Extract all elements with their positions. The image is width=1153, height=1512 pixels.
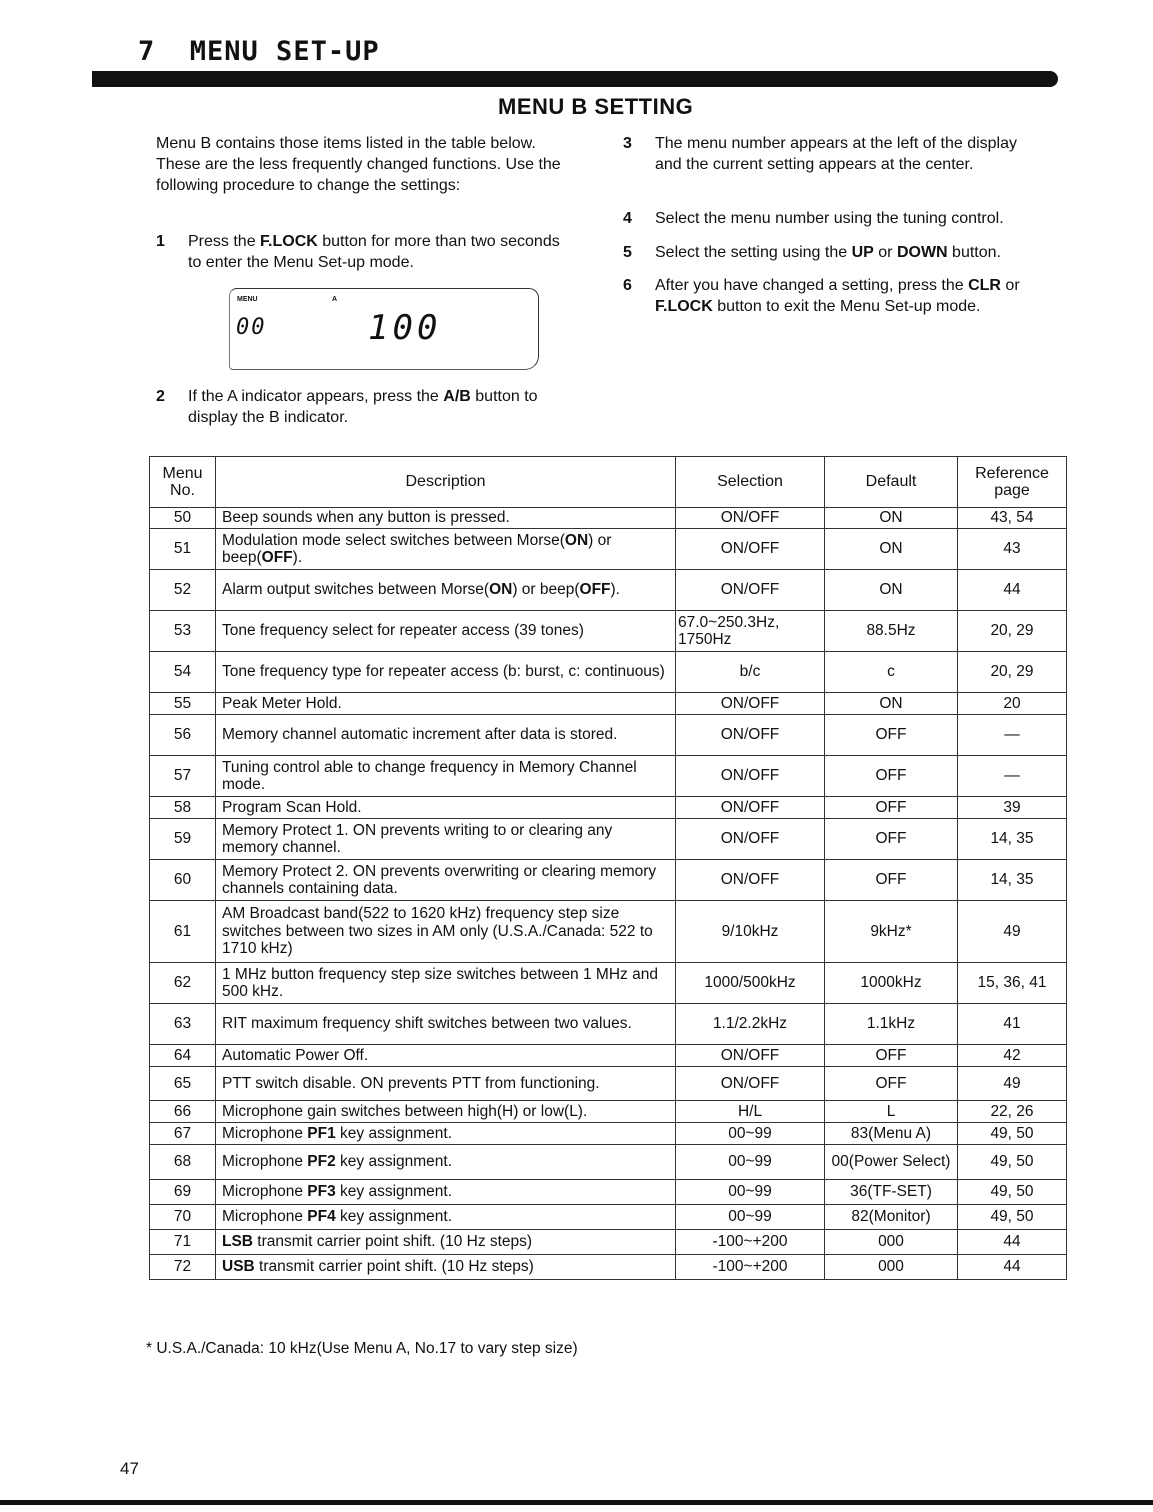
table-row <box>150 1255 1067 1280</box>
lcd-menu-number: 00 <box>236 315 267 340</box>
menu-number-cell: 63 <box>150 1004 216 1045</box>
table-row <box>150 693 1067 715</box>
bold-keyword: ON <box>564 531 589 549</box>
reference-page-cell: 49 <box>958 901 1067 963</box>
selection-cell: -100~+200 <box>676 1255 825 1280</box>
selection-cell: ON/OFF <box>676 715 825 756</box>
section-title: MENU B SETTING <box>498 94 694 119</box>
description-cell: Beep sounds when any button is pressed. <box>216 508 676 529</box>
reference-page-cell: 15, 36, 41 <box>958 963 1067 1004</box>
bold-keyword: PF4 <box>307 1208 336 1226</box>
step-number: 3 <box>623 135 632 152</box>
menu-number-cell: 56 <box>150 715 216 756</box>
step-number: 5 <box>623 244 632 261</box>
step-text: The menu number appears at the left of the display and the current setting appears at the center. <box>655 135 1017 173</box>
bold-keyword: PF3 <box>307 1183 336 1201</box>
table-row <box>150 652 1067 693</box>
default-cell: L <box>825 1101 958 1123</box>
bold-keyword: OFF <box>579 581 611 599</box>
table-row <box>150 1045 1067 1067</box>
menu-number-cell: 62 <box>150 963 216 1004</box>
default-cell: OFF <box>825 797 958 819</box>
default-cell: 88.5Hz <box>825 611 958 652</box>
default-cell: OFF <box>825 1067 958 1101</box>
menu-number-cell: 71 <box>150 1230 216 1255</box>
bold-keyword: PF2 <box>307 1153 336 1171</box>
reference-page-cell: 39 <box>958 797 1067 819</box>
menu-number-cell: 50 <box>150 508 216 529</box>
menu-number-cell: 68 <box>150 1145 216 1180</box>
menu-number-cell: 59 <box>150 819 216 860</box>
description-cell: RIT maximum frequency shift switches between two values. <box>216 1004 676 1045</box>
bold-keyword: USB <box>222 1258 255 1276</box>
description-cell: 1 MHz button frequency step size switches between 1 MHz and 500 kHz. <box>216 963 676 1004</box>
step-number: 4 <box>623 210 632 227</box>
reference-page-cell: 20 <box>958 693 1067 715</box>
button-name: A/B <box>443 388 471 405</box>
description-cell: Microphone PF3 key assignment. <box>216 1180 676 1205</box>
default-cell: OFF <box>825 860 958 901</box>
table-row <box>150 901 1067 963</box>
selection-cell: 00~99 <box>676 1123 825 1145</box>
table-row <box>150 963 1067 1004</box>
selection-cell: ON/OFF <box>676 1067 825 1101</box>
lcd-setting-value: 100 <box>368 308 442 348</box>
table-row <box>150 529 1067 570</box>
bold-keyword: PF1 <box>307 1124 336 1142</box>
default-cell: OFF <box>825 756 958 797</box>
reference-page-cell: 44 <box>958 570 1067 611</box>
selection-cell: ON/OFF <box>676 860 825 901</box>
default-cell: 9kHz* <box>825 901 958 963</box>
default-cell: 000 <box>825 1230 958 1255</box>
reference-page-cell: 49, 50 <box>958 1205 1067 1230</box>
step-2 <box>156 386 576 430</box>
reference-page-cell: 49 <box>958 1067 1067 1101</box>
default-cell: OFF <box>825 715 958 756</box>
header-description: Description <box>216 457 676 508</box>
intro-paragraph: Menu B contains those items listed in the table below. These are the less frequently changed functions. Use the following procedure to change the settings: <box>156 135 561 194</box>
default-cell: ON <box>825 508 958 529</box>
step-6 <box>623 275 1053 319</box>
description-cell: PTT switch disable. ON prevents PTT from functioning. <box>216 1067 676 1101</box>
selection-cell: 67.0~250.3Hz, 1750Hz <box>676 611 825 652</box>
table-row <box>150 1123 1067 1145</box>
lcd-display-illustration <box>229 288 539 370</box>
default-cell: OFF <box>825 819 958 860</box>
menu-number-cell: 51 <box>150 529 216 570</box>
table-row <box>150 508 1067 529</box>
selection-cell: ON/OFF <box>676 756 825 797</box>
selection-cell: H/L <box>676 1101 825 1123</box>
description-cell: Alarm output switches between Morse(ON) or beep(OFF). <box>216 570 676 611</box>
page-number: 47 <box>120 1459 139 1478</box>
step-number: 2 <box>156 388 165 405</box>
header-default: Default <box>825 457 958 508</box>
table-row <box>150 1101 1067 1123</box>
table-row <box>150 1180 1067 1205</box>
step-text: Select the menu number using the tuning control. <box>655 210 1004 227</box>
lcd-menu-label: MENU <box>237 296 258 303</box>
selection-cell: -100~+200 <box>676 1230 825 1255</box>
menu-number-cell: 70 <box>150 1205 216 1230</box>
default-cell: 1000kHz <box>825 963 958 1004</box>
bold-keyword: ON <box>489 581 513 599</box>
table-row <box>150 1145 1067 1180</box>
reference-page-cell: 49, 50 <box>958 1180 1067 1205</box>
step-text: If the A indicator appears, press the <box>188 388 444 405</box>
selection-cell: 1000/500kHz <box>676 963 825 1004</box>
table-row <box>150 1067 1067 1101</box>
menu-number-cell: 61 <box>150 901 216 963</box>
menu-number-cell: 72 <box>150 1255 216 1280</box>
reference-page-cell: 44 <box>958 1230 1067 1255</box>
reference-page-cell: 14, 35 <box>958 819 1067 860</box>
table-row <box>150 1230 1067 1255</box>
menu-number-cell: 65 <box>150 1067 216 1101</box>
menu-number-cell: 54 <box>150 652 216 693</box>
button-name: CLR <box>968 277 1001 294</box>
chapter-number: 7 <box>138 36 156 67</box>
description-cell: Memory Protect 1. ON prevents writing to or clearing any memory channel. <box>216 819 676 860</box>
button-name: F.LOCK <box>260 233 318 250</box>
header-reference-page: Reference page <box>958 457 1067 508</box>
table-row <box>150 1004 1067 1045</box>
description-cell: Peak Meter Hold. <box>216 693 676 715</box>
step-text: button. <box>947 244 1001 261</box>
header-menu-no: Menu No. <box>150 457 216 508</box>
table-header-row <box>150 457 1067 508</box>
description-cell: Tone frequency select for repeater access (39 tones) <box>216 611 676 652</box>
step-text: Press the <box>188 233 261 250</box>
step-3 <box>623 133 1033 199</box>
description-cell: Tuning control able to change frequency in Memory Channel mode. <box>216 756 676 797</box>
description-cell: Memory channel automatic increment after data is stored. <box>216 715 676 756</box>
description-cell: Memory Protect 2. ON prevents overwriting or clearing memory channels containing data. <box>216 860 676 901</box>
step-text: button for more than two seconds to enter the Menu Set-up mode. <box>188 233 560 271</box>
chapter-rule <box>92 71 1058 87</box>
default-cell: 36(TF-SET) <box>825 1180 958 1205</box>
lcd-a-indicator: A <box>332 296 338 303</box>
description-cell: Program Scan Hold. <box>216 797 676 819</box>
selection-cell: 1.1/2.2kHz <box>676 1004 825 1045</box>
bottom-rule <box>0 1500 1153 1505</box>
step-number: 1 <box>156 233 165 250</box>
header-selection: Selection <box>676 457 825 508</box>
reference-page-cell: 41 <box>958 1004 1067 1045</box>
reference-page-cell: 42 <box>958 1045 1067 1067</box>
table-row <box>150 715 1067 756</box>
reference-page-cell: 20, 29 <box>958 611 1067 652</box>
menu-number-cell: 67 <box>150 1123 216 1145</box>
bold-keyword: OFF <box>261 549 293 566</box>
default-cell: OFF <box>825 1045 958 1067</box>
description-cell: Automatic Power Off. <box>216 1045 676 1067</box>
selection-cell: ON/OFF <box>676 508 825 529</box>
selection-cell: ON/OFF <box>676 570 825 611</box>
step-text: After you have changed a setting, press the <box>655 277 969 294</box>
reference-page-cell: 49, 50 <box>958 1123 1067 1145</box>
default-cell: 83(Menu A) <box>825 1123 958 1145</box>
reference-page-cell: 43, 54 <box>958 508 1067 529</box>
menu-b-table <box>149 456 1067 1280</box>
description-cell: USB transmit carrier point shift. (10 Hz steps) <box>216 1255 676 1280</box>
table-body <box>150 508 1067 1280</box>
description-cell: LSB transmit carrier point shift. (10 Hz steps) <box>216 1230 676 1255</box>
reference-page-cell: 43 <box>958 529 1067 570</box>
selection-cell: ON/OFF <box>676 1045 825 1067</box>
reference-page-cell: 22, 26 <box>958 1101 1067 1123</box>
chapter-heading <box>138 36 380 67</box>
description-cell: Tone frequency type for repeater access (b: burst, c: continuous) <box>216 652 676 693</box>
default-cell: ON <box>825 529 958 570</box>
menu-number-cell: 58 <box>150 797 216 819</box>
bold-keyword: LSB <box>222 1233 253 1251</box>
selection-cell: ON/OFF <box>676 819 825 860</box>
selection-cell: b/c <box>676 652 825 693</box>
selection-cell: ON/OFF <box>676 529 825 570</box>
selection-cell: ON/OFF <box>676 693 825 715</box>
step-1 <box>156 231 576 275</box>
description-cell: Microphone PF1 key assignment. <box>216 1123 676 1145</box>
menu-number-cell: 60 <box>150 860 216 901</box>
table-row <box>150 570 1067 611</box>
button-name: DOWN <box>896 244 948 261</box>
step-text: or <box>873 244 897 261</box>
menu-number-cell: 55 <box>150 693 216 715</box>
table-row <box>150 1205 1067 1230</box>
reference-page-cell: 49, 50 <box>958 1145 1067 1180</box>
button-name: UP <box>851 244 874 261</box>
step-text: Select the setting using the <box>655 244 852 261</box>
selection-cell: 00~99 <box>676 1205 825 1230</box>
menu-number-cell: 64 <box>150 1045 216 1067</box>
default-cell: 000 <box>825 1255 958 1280</box>
reference-page-cell: 14, 35 <box>958 860 1067 901</box>
menu-number-cell: 66 <box>150 1101 216 1123</box>
default-cell: 00(Power Select) <box>825 1145 958 1180</box>
default-cell: 1.1kHz <box>825 1004 958 1045</box>
step-5 <box>623 242 1063 264</box>
table-row <box>150 797 1067 819</box>
reference-page-cell: — <box>958 756 1067 797</box>
footnote: * U.S.A./Canada: 10 kHz(Use Menu A, No.17 to vary step size) <box>146 1340 578 1357</box>
reference-page-cell: 44 <box>958 1255 1067 1280</box>
table-row <box>150 756 1067 797</box>
selection-cell: 9/10kHz <box>676 901 825 963</box>
step-number: 6 <box>623 277 632 294</box>
description-cell: Microphone PF2 key assignment. <box>216 1145 676 1180</box>
description-cell: AM Broadcast band(522 to 1620 kHz) frequency step size switches between two sizes in AM only (U.S.A./Canada: 522 to 1710 kHz) <box>216 901 676 963</box>
default-cell: c <box>825 652 958 693</box>
table-row <box>150 819 1067 860</box>
step-text: or <box>1000 277 1020 294</box>
description-cell: Microphone gain switches between high(H) or low(L). <box>216 1101 676 1123</box>
selection-cell: 00~99 <box>676 1180 825 1205</box>
menu-number-cell: 57 <box>150 756 216 797</box>
selection-cell: ON/OFF <box>676 797 825 819</box>
table-row <box>150 860 1067 901</box>
menu-number-cell: 69 <box>150 1180 216 1205</box>
button-name: F.LOCK <box>655 298 713 315</box>
description-cell: Microphone PF4 key assignment. <box>216 1205 676 1230</box>
menu-number-cell: 53 <box>150 611 216 652</box>
default-cell: 82(Monitor) <box>825 1205 958 1230</box>
chapter-title: MENU SET-UP <box>189 36 380 67</box>
selection-cell: 00~99 <box>676 1145 825 1180</box>
default-cell: ON <box>825 693 958 715</box>
reference-page-cell: 20, 29 <box>958 652 1067 693</box>
step-text: button to exit the Menu Set-up mode. <box>712 298 981 315</box>
reference-page-cell: — <box>958 715 1067 756</box>
step-text: button to display the B indicator. <box>188 388 538 426</box>
default-cell: ON <box>825 570 958 611</box>
menu-number-cell: 52 <box>150 570 216 611</box>
table-row <box>150 611 1067 652</box>
description-cell: Modulation mode select switches between Morse(ON) or beep(OFF). <box>216 529 676 570</box>
step-4 <box>623 208 1063 230</box>
